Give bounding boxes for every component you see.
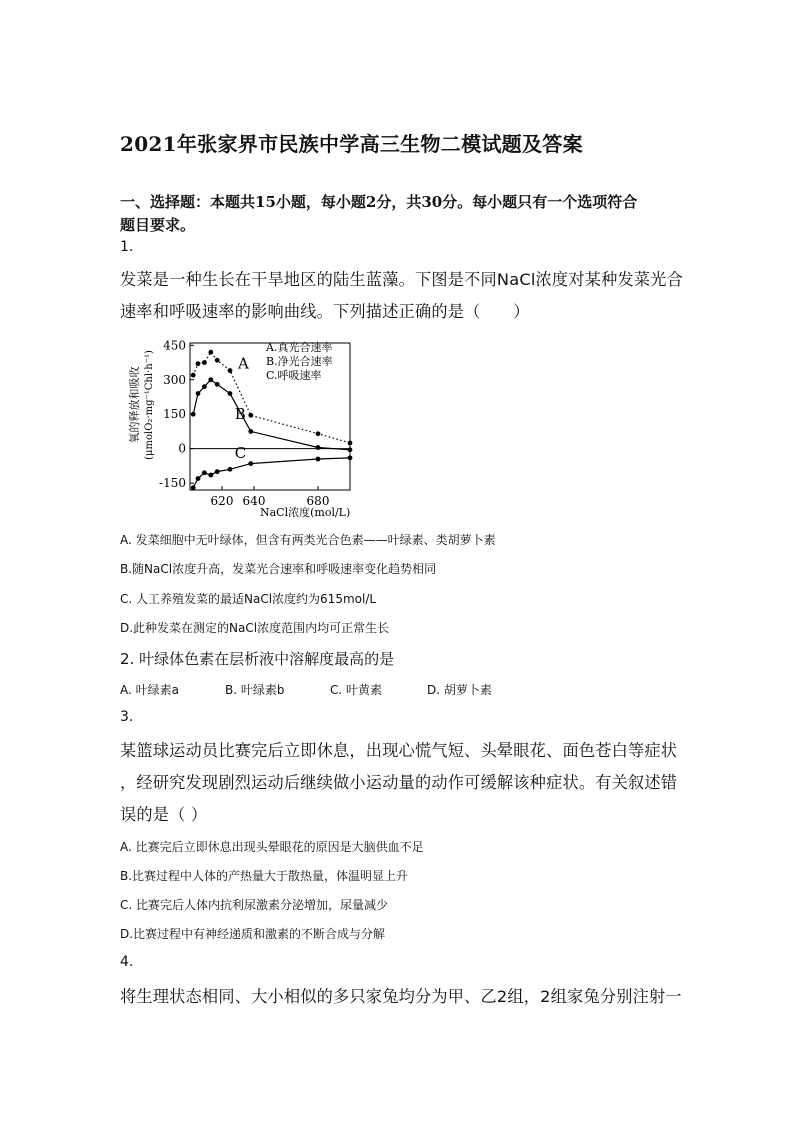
series-point-b: [191, 412, 196, 417]
question-1-option-c: C. 人工养殖发菜的最适NaCl浓度约为615mol/L: [120, 592, 377, 606]
series-point-a: [215, 358, 220, 363]
series-point-a: [348, 441, 353, 446]
curve-label-c: C: [234, 443, 247, 462]
x-axis-label: NaCl浓度(mol/L): [260, 506, 351, 519]
series-point-c: [316, 457, 321, 462]
question-1-option-b: B.随NaCl浓度升高，发菜光合速率和呼吸速率变化趋势相同: [120, 562, 437, 576]
series-point-b: [202, 384, 207, 389]
page-title: 2021年张家界市民族中学高三生物二模试题及答案: [120, 132, 583, 156]
series-point-c: [208, 473, 213, 478]
y-axis-label: 氧的释放和吸收: [128, 366, 141, 444]
series-point-b: [316, 445, 321, 450]
question-4-number: 4.: [120, 954, 134, 970]
section-header-line1: 一、选择题：本题共15小题，每小题2分，共30分。每小题只有一个选项符合: [120, 193, 638, 211]
series-line-b: [193, 380, 350, 450]
series-point-a: [202, 360, 207, 365]
question-2-option-d: D. 胡萝卜素: [427, 683, 492, 697]
series-point-b: [196, 391, 201, 396]
nacl-rate-chart: [120, 335, 370, 525]
question-1-option-a: A. 发菜细胞中无叶绿体，但含有两类光合色素——叶绿素、类胡萝卜素: [120, 533, 496, 547]
series-point-c: [215, 469, 220, 474]
series-point-b: [228, 391, 233, 396]
question-3-option-b: B.比赛过程中人体的产热量大于散热量，体温明显上升: [120, 869, 409, 883]
legend-item-c: C.呼吸速率: [266, 369, 322, 382]
y-tick-label: -150: [159, 476, 186, 491]
series-point-c: [228, 467, 233, 472]
question-3-stem-line1: 某篮球运动员比赛完后立即休息，出现心慌气短、头晕眼花、面色苍白等症状: [120, 741, 678, 760]
question-4-stem-line1: 将生理状态相同、大小相似的多只家兔均分为甲、乙2组，2组家兔分别注射一: [120, 987, 682, 1006]
question-3-number: 3.: [120, 709, 134, 725]
series-point-a: [228, 368, 233, 373]
series-point-b: [208, 377, 213, 382]
question-1-option-d: D.此种发菜在测定的NaCl浓度范围内均可正常生长: [120, 621, 390, 635]
question-2-option-b: B. 叶绿素b: [225, 683, 285, 697]
series-point-b: [248, 429, 253, 434]
legend-item-a: A.真光合速率: [266, 341, 333, 354]
series-point-a: [316, 431, 321, 436]
y-axis-unit: (μmolO₂·mg⁻¹Chl·h⁻¹): [144, 350, 155, 460]
question-3-option-d: D.比赛过程中有神经递质和激素的不断合成与分解: [120, 927, 386, 941]
y-tick-label: 300: [163, 372, 186, 387]
series-point-a: [208, 350, 213, 355]
section-header-line2: 题目要求。: [120, 216, 196, 234]
legend-item-b: B.净光合速率: [266, 355, 333, 368]
question-2-option-c: C. 叶黄素: [330, 683, 383, 697]
y-tick-label: 0: [178, 441, 186, 456]
curve-label-b: B: [234, 404, 246, 423]
series-point-a: [196, 361, 201, 366]
x-tick-label: 680: [306, 494, 330, 508]
series-point-a: [191, 373, 196, 378]
question-2-stem: 2. 叶绿体色素在层析液中溶解度最高的是: [120, 650, 395, 668]
question-3-option-a: A. 比赛完后立即休息出现头晕眼花的原因是大脑供血不足: [120, 840, 424, 854]
series-point-c: [191, 485, 196, 490]
x-tick-label: 620: [210, 494, 234, 508]
question-3-option-c: C. 比赛完后人体内抗利尿激素分泌增加，尿量减少: [120, 898, 389, 912]
question-1-stem-line2: 速率和呼吸速率的影响曲线。下列描述正确的是（ ）: [120, 302, 530, 321]
series-point-b: [348, 447, 353, 452]
curve-label-a: A: [238, 354, 249, 373]
question-3-stem-line3: 误的是（ ）: [120, 805, 208, 824]
x-tick-label: 640: [242, 494, 266, 508]
series-point-c: [348, 455, 353, 460]
series-point-a: [248, 413, 253, 418]
series-point-c: [202, 470, 207, 475]
question-1-number: 1.: [120, 239, 134, 255]
series-point-b: [215, 382, 220, 387]
series-point-c: [196, 476, 201, 481]
question-3-stem-line2: ，经研究发现剧烈运动后继续做小运动量的动作可缓解该种症状。有关叙述错: [120, 773, 678, 792]
question-1-stem-line1: 发菜是一种生长在干旱地区的陆生蓝藻。下图是不同NaCl浓度对某种发菜光合: [120, 270, 684, 289]
y-tick-label: 150: [163, 407, 186, 422]
y-tick-label: 450: [163, 338, 186, 353]
series-point-c: [248, 461, 253, 466]
question-2-option-a: A. 叶绿素a: [120, 683, 179, 697]
